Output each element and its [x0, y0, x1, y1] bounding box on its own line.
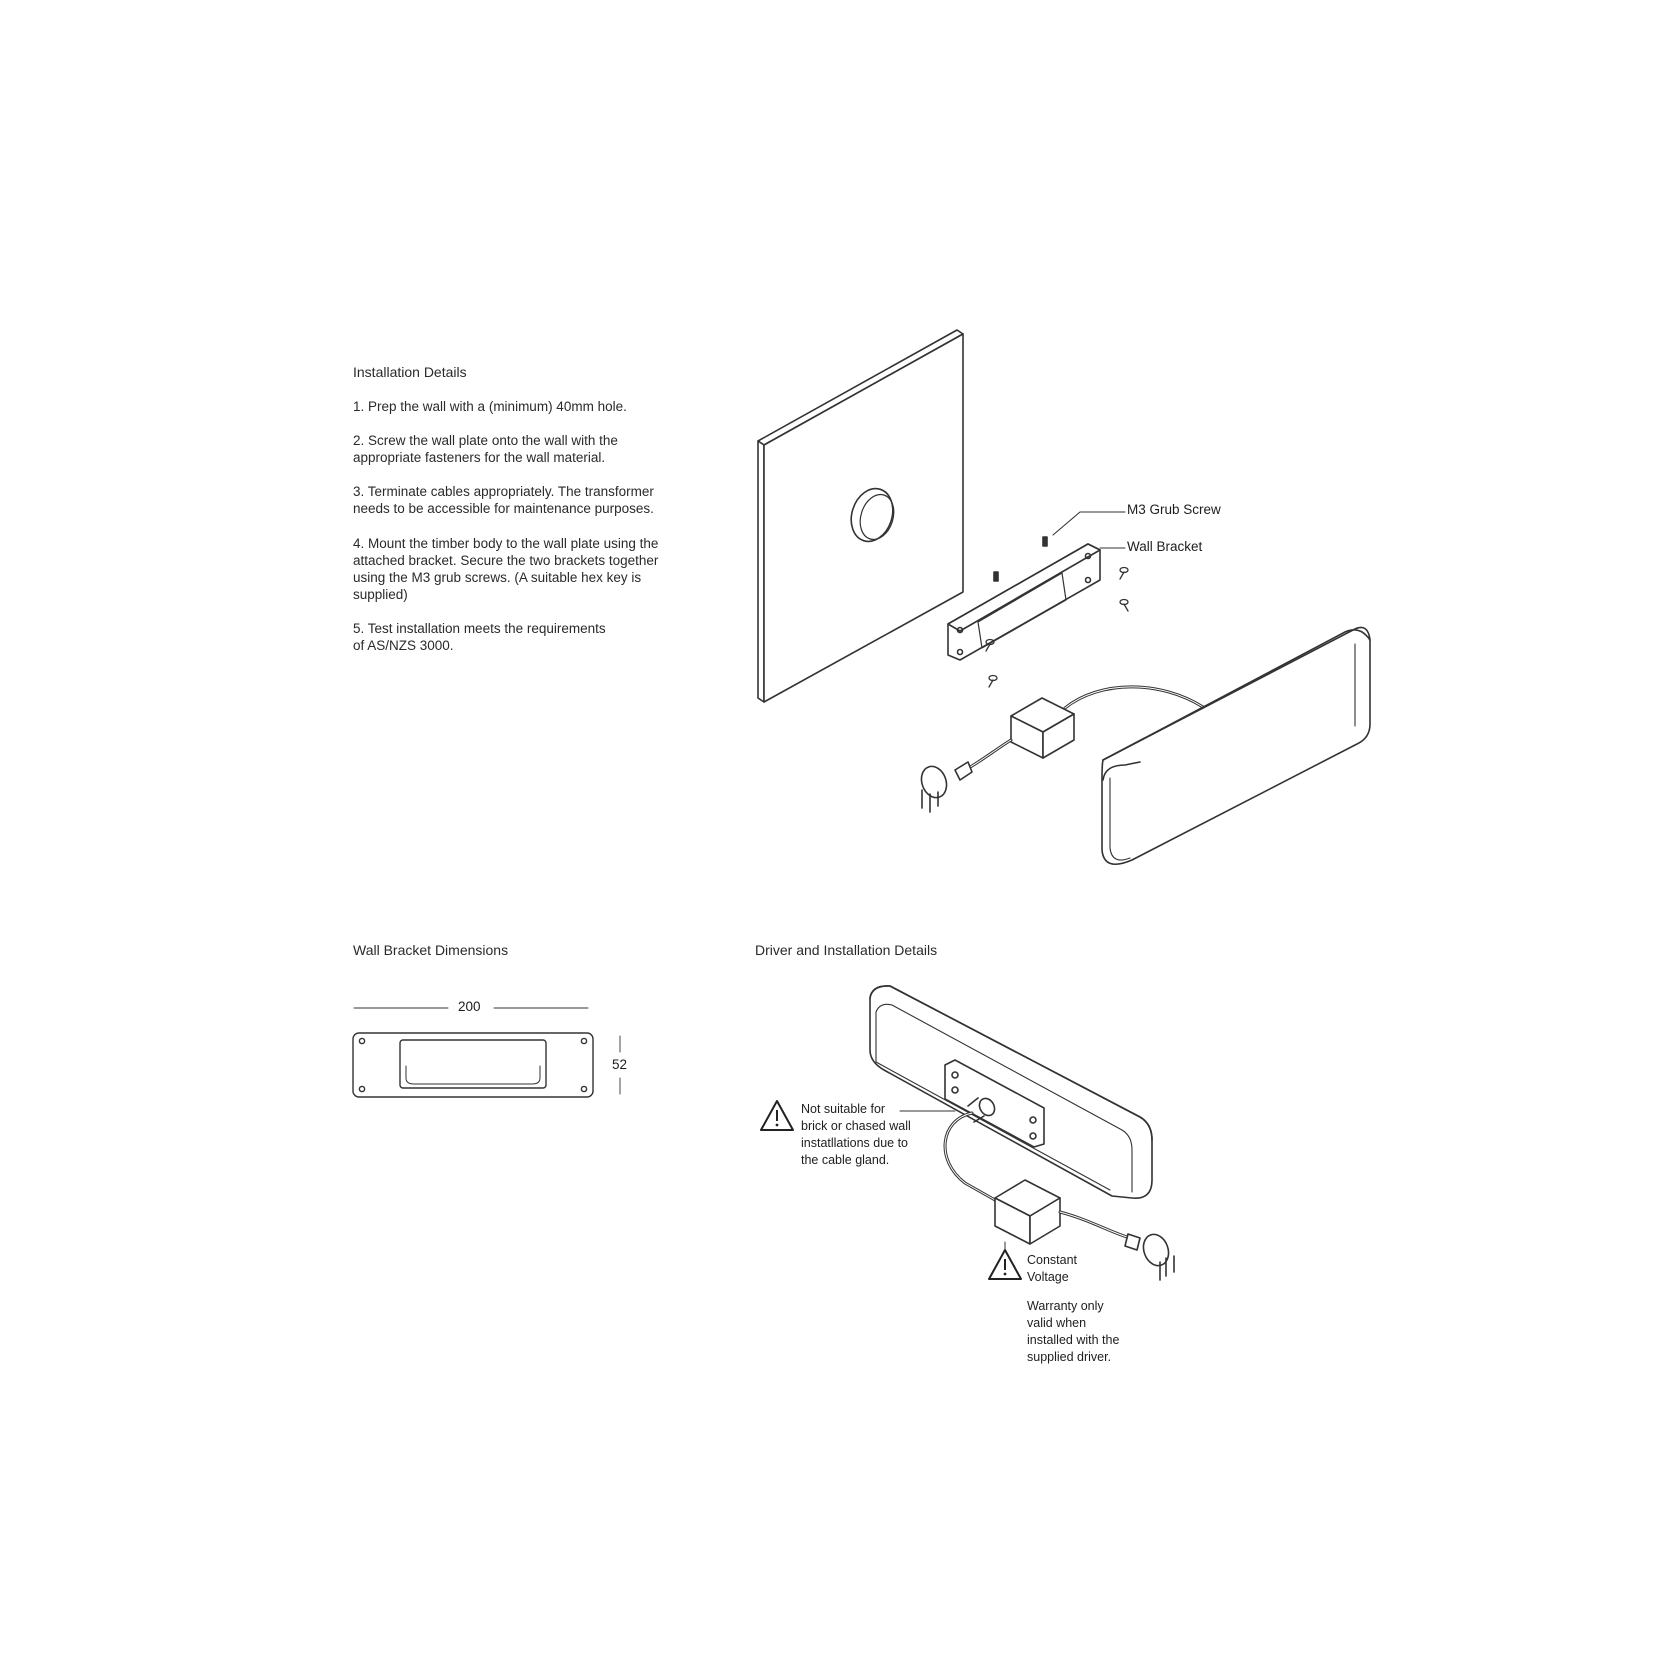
- installation-step-1: 1. Prep the wall with a (minimum) 40mm hole.: [353, 399, 627, 414]
- driver-power-plug: [1125, 1231, 1174, 1280]
- grub-screw-callout: M3 Grub Screw: [1127, 502, 1221, 517]
- installation-step-5: 5. Test installation meets the requirements of AS/NZS 3000.: [353, 621, 606, 653]
- bracket-width-value: 200: [458, 999, 481, 1014]
- voltage-warning-note: Constant Voltage: [1027, 1253, 1078, 1284]
- installation-step-2: 2. Screw the wall plate onto the wall with the appropriate fasteners for the wall material.: [353, 433, 618, 465]
- warning-icon: [761, 1101, 793, 1130]
- installation-step-4: 4. Mount the timber body to the wall plate using the attached bracket. Secure the two brackets together using the M3 grub screws. (A suitable hex key is supplied): [353, 536, 659, 602]
- bracket-dimensions-heading: Wall Bracket Dimensions: [353, 942, 509, 958]
- installation-step-3: 3. Terminate cables appropriately. The transformer needs to be accessible for maintenance purposes.: [353, 484, 654, 516]
- driver-details-heading: Driver and Installation Details: [755, 942, 938, 958]
- warning-icon: [989, 1250, 1021, 1279]
- driver-box: [995, 1180, 1060, 1244]
- warranty-note: Warranty only valid when installed with the supplied driver.: [1027, 1299, 1120, 1364]
- installation-heading: Installation Details: [353, 364, 467, 380]
- gland-warning-note: Not suitable for brick or chased wall instatllations due to the cable gland.: [801, 1102, 911, 1167]
- wall-bracket-callout: Wall Bracket: [1127, 539, 1203, 554]
- bracket-height-value: 52: [612, 1057, 628, 1072]
